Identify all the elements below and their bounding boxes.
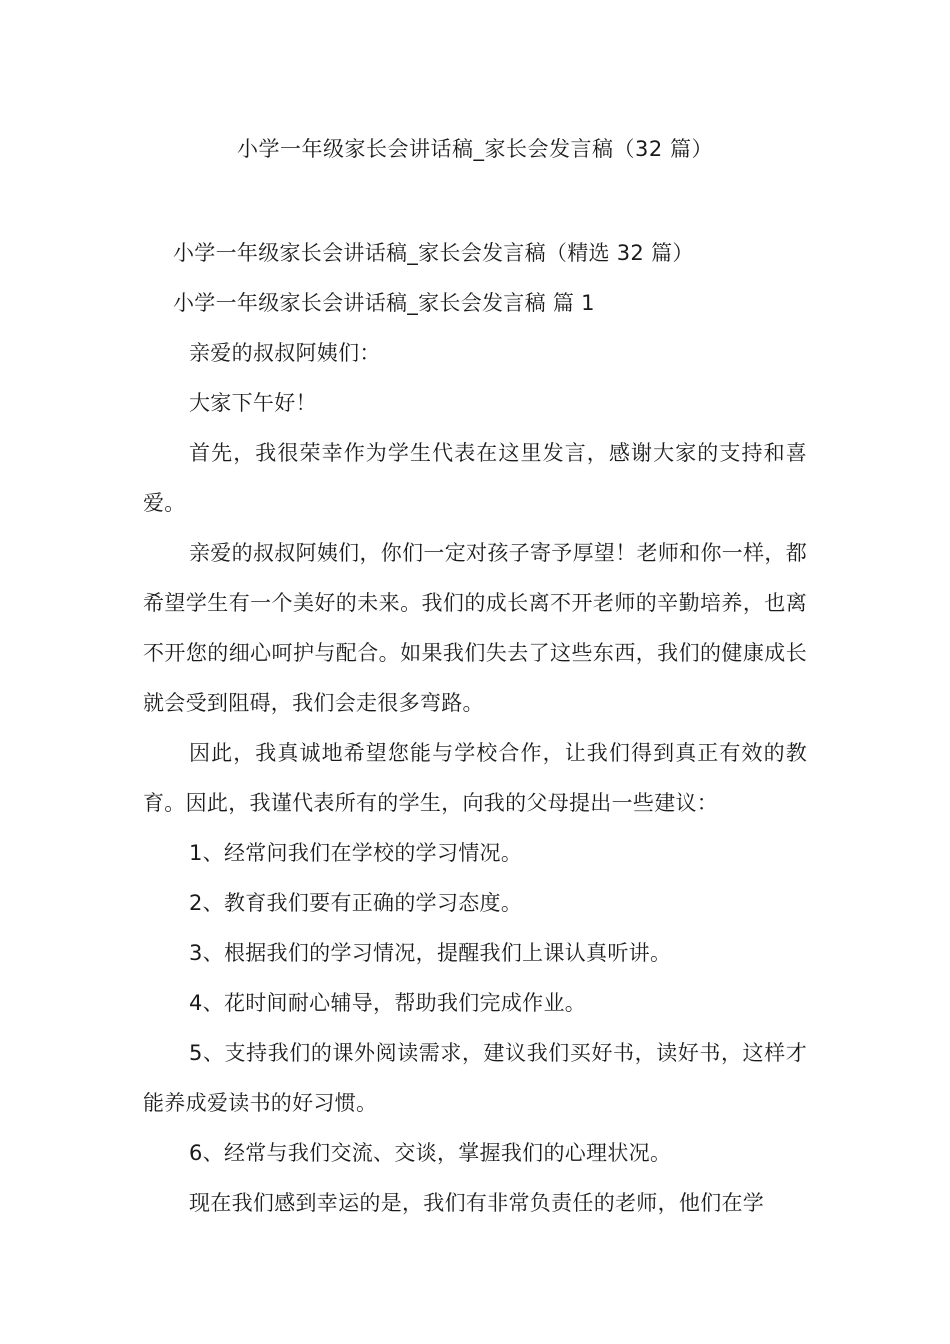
paragraph-body: 现在我们感到幸运的是，我们有非常负责任的老师，他们在学	[189, 1191, 765, 1215]
list-item-suggestion: 3、根据我们的学习情况，提醒我们上课认真听讲。	[189, 941, 672, 965]
document-title: 小学一年级家长会讲话稿_家长会发言稿（32 篇）	[237, 137, 713, 161]
list-item-suggestion: 5、支持我们的课外阅读需求，建议我们买好书，读好书，这样才能养成爱读书的好习惯。	[143, 1041, 807, 1115]
paragraph-body: 因此，我真诚地希望您能与学校合作，让我们得到真正有效的教育。因此，我谨代表所有的学生，向我的父母提出一些建议：	[143, 741, 807, 815]
list-item-suggestion: 4、花时间耐心辅导，帮助我们完成作业。	[189, 991, 587, 1015]
list-item-suggestion: 6、经常与我们交流、交谈，掌握我们的心理状况。	[189, 1141, 672, 1165]
paragraph-salutation: 大家下午好！	[189, 391, 317, 415]
paragraph-greeting: 亲爱的叔叔阿姨们：	[189, 341, 381, 365]
paragraph-intro: 首先，我很荣幸作为学生代表在这里发言，感谢大家的支持和喜爱。	[143, 441, 807, 515]
paragraph-body: 亲爱的叔叔阿姨们，你们一定对孩子寄予厚望！老师和你一样，都希望学生有一个美好的未来。我们的成长离不开老师的辛勤培养，也离不开您的细心呵护与配合。如果我们失去了这些东西，我们的健康成长就会受到阻碍，我们会走很多弯路。	[143, 541, 807, 715]
document-body	[143, 228, 807, 1228]
list-item-suggestion: 1、经常问我们在学校的学习情况。	[189, 841, 523, 865]
section-heading: 小学一年级家长会讲话稿_家长会发言稿 篇 1	[173, 291, 595, 315]
list-item-suggestion: 2、教育我们要有正确的学习态度。	[189, 891, 523, 915]
document-subtitle: 小学一年级家长会讲话稿_家长会发言稿（精选 32 篇）	[173, 241, 694, 265]
